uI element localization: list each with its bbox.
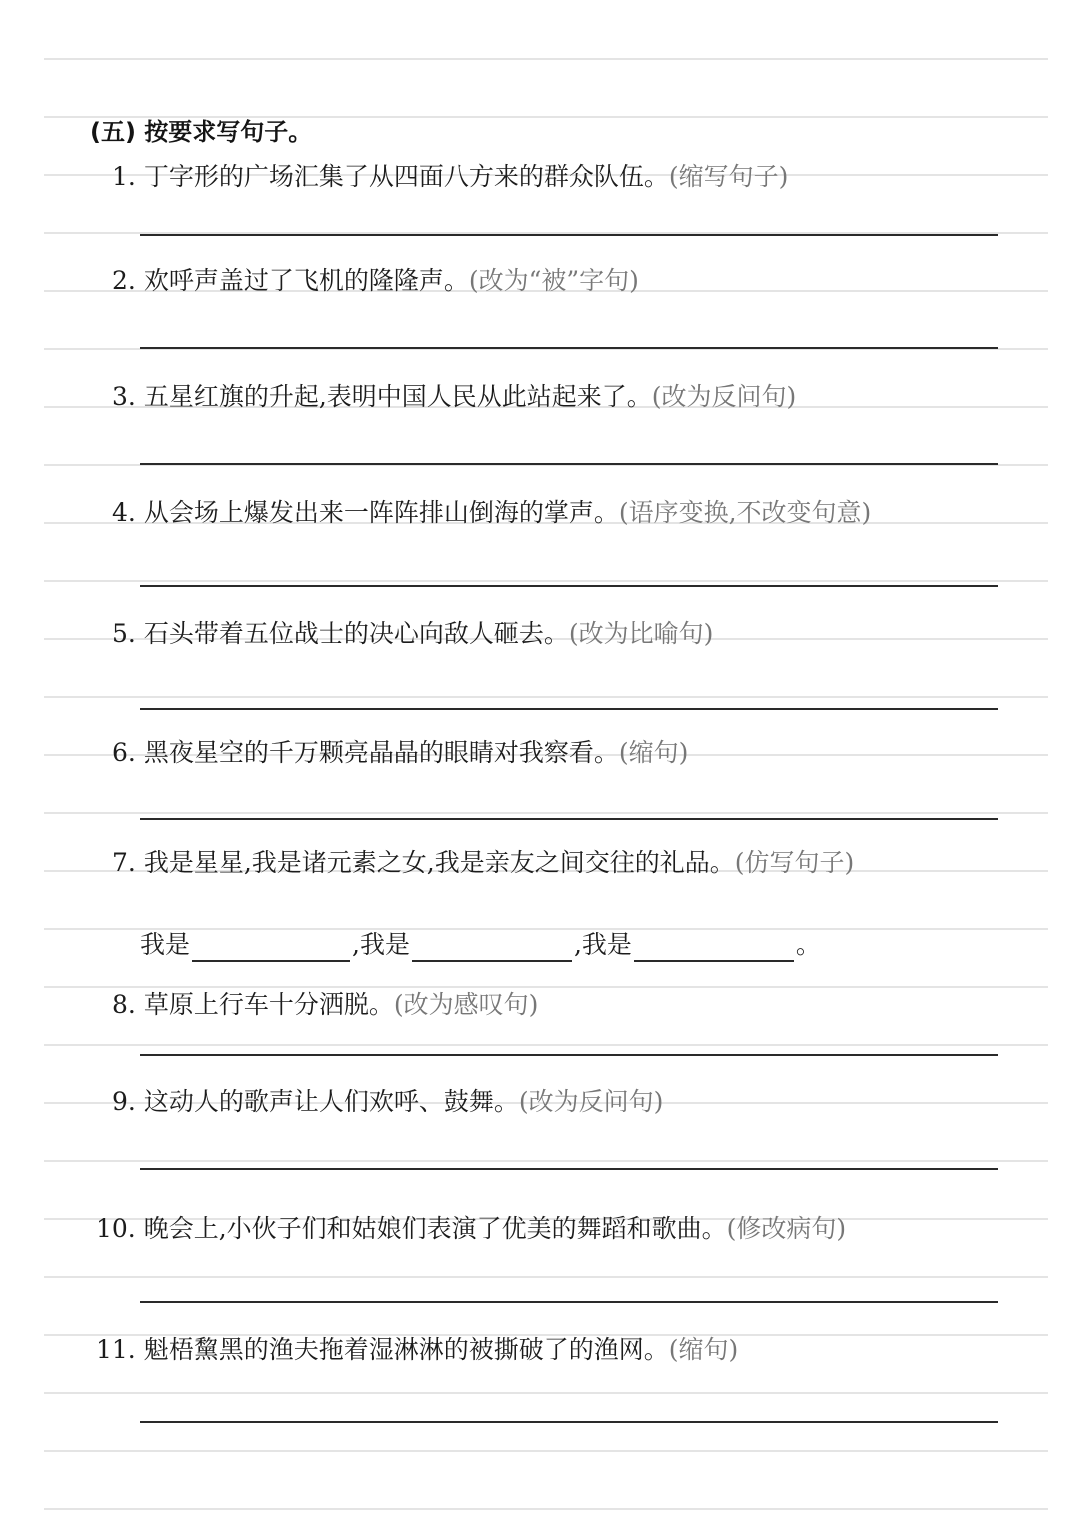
imitation-separator-1: ,我是	[352, 930, 410, 959]
imitation-blank-1[interactable]	[192, 930, 350, 962]
question-hint: (仿写句子)	[734, 848, 855, 877]
answer-line-9[interactable]	[140, 1168, 998, 1170]
question-text: 黑夜星空的千万颗亮晶晶的眼睛对我察看。	[143, 738, 619, 767]
question-text: 石头带着五位战士的决心向敌人砸去。	[143, 619, 569, 648]
question-hint: (缩句)	[668, 1335, 739, 1364]
question-8	[112, 988, 538, 1022]
question-number: 3.	[112, 382, 136, 411]
question-text: 晚会上,小伙子们和姑娘们表演了优美的舞蹈和歌曲。	[143, 1214, 727, 1243]
ruled-line	[44, 1044, 1048, 1046]
ruled-line	[44, 580, 1048, 582]
question-hint: (语序变换,不改变句意)	[618, 498, 872, 527]
answer-line-1[interactable]	[140, 234, 998, 236]
question-text: 五星红旗的升起,表明中国人民从此站起来了。	[143, 382, 652, 411]
section-title: (五) 按要求写句子。	[90, 118, 313, 146]
question-hint: (缩句)	[618, 738, 689, 767]
imitation-prefix: 我是	[140, 930, 191, 959]
question-number: 6.	[112, 738, 136, 767]
imitation-separator-2: ,我是	[573, 930, 632, 959]
question-hint: (改为比喻句)	[568, 619, 714, 648]
answer-line-11[interactable]	[140, 1421, 998, 1423]
question-11	[96, 1333, 738, 1367]
answer-line-3[interactable]	[140, 463, 998, 465]
imitation-blank-3[interactable]	[634, 930, 794, 962]
question-number: 8.	[112, 990, 136, 1019]
question-number: 2.	[112, 266, 136, 295]
question-text: 从会场上爆发出来一阵阵排山倒海的掌声。	[143, 498, 619, 527]
question-10	[96, 1212, 846, 1246]
ruled-line	[44, 812, 1048, 814]
question-hint: (改为反问句)	[518, 1087, 664, 1116]
answer-line-8[interactable]	[140, 1054, 998, 1056]
question-hint: (改为感叹句)	[393, 990, 539, 1019]
ruled-line	[44, 1276, 1048, 1278]
answer-line-4[interactable]	[140, 585, 998, 587]
imitation-blank-2[interactable]	[412, 930, 572, 962]
question-6	[112, 736, 688, 770]
answer-line-5[interactable]	[140, 708, 998, 710]
question-text: 欢呼声盖过了飞机的隆隆声。	[143, 266, 469, 295]
question-number: 5.	[112, 619, 136, 648]
question-number: 1.	[112, 162, 136, 191]
answer-line-6[interactable]	[140, 818, 998, 820]
ruled-line	[44, 696, 1048, 698]
question-hint: (修改病句)	[726, 1214, 847, 1243]
question-hint: (改为反问句)	[651, 382, 797, 411]
question-text: 这动人的歌声让人们欢呼、鼓舞。	[143, 1087, 519, 1116]
question-hint: (改为“被”字句)	[468, 266, 639, 295]
ruled-line	[44, 1508, 1048, 1510]
question-number: 11.	[96, 1335, 136, 1364]
ruled-line	[44, 1450, 1048, 1452]
question-text: 我是星星,我是诸元素之女,我是亲友之间交往的礼品。	[143, 848, 735, 877]
question-number: 4.	[112, 498, 136, 527]
question-hint: (缩写句子)	[668, 162, 789, 191]
question-4	[112, 496, 871, 530]
question-text: 丁字形的广场汇集了从四面八方来的群众队伍。	[143, 162, 669, 191]
imitation-end: 。	[795, 930, 821, 959]
question-number: 9.	[112, 1087, 136, 1116]
question-5	[112, 617, 713, 651]
answer-line-2[interactable]	[140, 347, 998, 349]
question-number: 10.	[96, 1214, 136, 1243]
ruled-line	[44, 1392, 1048, 1394]
question-3	[112, 380, 796, 414]
imitation-row	[140, 922, 821, 962]
question-9	[112, 1085, 663, 1119]
question-1	[112, 160, 788, 194]
ruled-line	[44, 58, 1048, 60]
question-7	[112, 846, 854, 880]
ruled-line	[44, 1160, 1048, 1162]
question-2	[112, 264, 639, 298]
question-text: 草原上行车十分洒脱。	[143, 990, 394, 1019]
question-text: 魁梧黧黑的渔夫拖着湿淋淋的被撕破了的渔网。	[143, 1335, 669, 1364]
question-number: 7.	[112, 848, 136, 877]
answer-line-10[interactable]	[140, 1301, 998, 1303]
